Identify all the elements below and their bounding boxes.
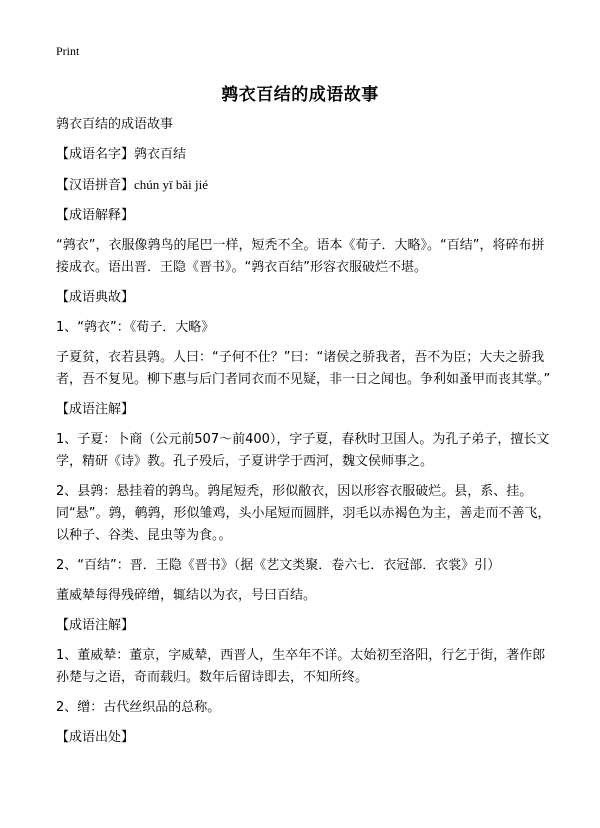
pinyin-value: chún yī bǎi jié bbox=[134, 177, 209, 192]
story-2-text: 董威辇每得残碎缯，辄结以为衣，号曰百结。 bbox=[56, 588, 317, 603]
note-heading-1: 【成语注解】 bbox=[56, 402, 135, 417]
note-heading-2: 【成语注解】 bbox=[56, 618, 135, 633]
article-subtitle: 鹑衣百结的成语故事 bbox=[56, 117, 174, 132]
idiom-name-label: 【成语名字】 bbox=[56, 147, 135, 162]
source-heading: 【成语出处】 bbox=[56, 730, 135, 745]
explain-heading: 【成语解释】 bbox=[56, 208, 135, 223]
article-body bbox=[56, 114, 552, 757]
story-2-title: 2、“百结”：晋．王隐《晋书》（据《艺文类聚．卷六七．衣冠部．衣裳》引） bbox=[56, 558, 501, 573]
idiom-name-value: 鹑衣百结 bbox=[134, 147, 187, 162]
explain-text: “鹑衣”，衣服像鹑鸟的尾巴一样，短秃不全。语本《荀子．大略》。“百结”，将碎布拼接成衣。语出晋．王隐《晋书》。“鹑衣百结”形容衣服破烂不堪。 bbox=[56, 238, 545, 275]
note-1-1: 1、子夏：卜商（公元前507～前400），字子夏，春秋时卫国人。为孔子弟子，擅长文学，精研《诗》教。孔子殁后，子夏讲学于西河，魏文侯师事之。 bbox=[56, 432, 550, 469]
print-link[interactable]: Print bbox=[56, 44, 80, 58]
page-title: 鹑衣百结的成语故事 bbox=[221, 85, 379, 105]
story-heading: 【成语典故】 bbox=[56, 290, 135, 305]
story-1-text: 子夏贫，衣若县鹑。人曰：“子何不仕？”曰：“诸侯之骄我者，吾不为臣；大夫之骄我者，吾不复见。柳下惠与后门者同衣而不见疑，非一日之闻也。争利如蚤甲而丧其掌。” bbox=[56, 350, 551, 387]
story-1-title: 1、“鹑衣”：《荀子．大略》 bbox=[56, 320, 215, 335]
note-1-2: 2、县鹑：悬挂着的鹑鸟。鹑尾短秃，形似敝衣，因以形容衣服破烂。县，系、挂。同“悬”。鹑，鹌鹑，形似雏鸡，头小尾短而圆胖，羽毛以赤褐色为主，善走而不善飞，以种子、谷类、昆虫等为食。。 bbox=[56, 484, 551, 543]
pinyin-line bbox=[56, 174, 552, 197]
pinyin-label: 【汉语拼音】 bbox=[56, 178, 135, 193]
note-2-2: 2、缯：古代丝织品的总称。 bbox=[56, 700, 221, 715]
idiom-name-line bbox=[56, 144, 552, 166]
note-2-1: 1、董威辇：董京，字威辇，西晋人，生卒年不详。太始初至洛阳，行乞于街，著作郎孙楚与之语，奇而载归。数年后留诗即去，不知所终。 bbox=[56, 648, 546, 685]
